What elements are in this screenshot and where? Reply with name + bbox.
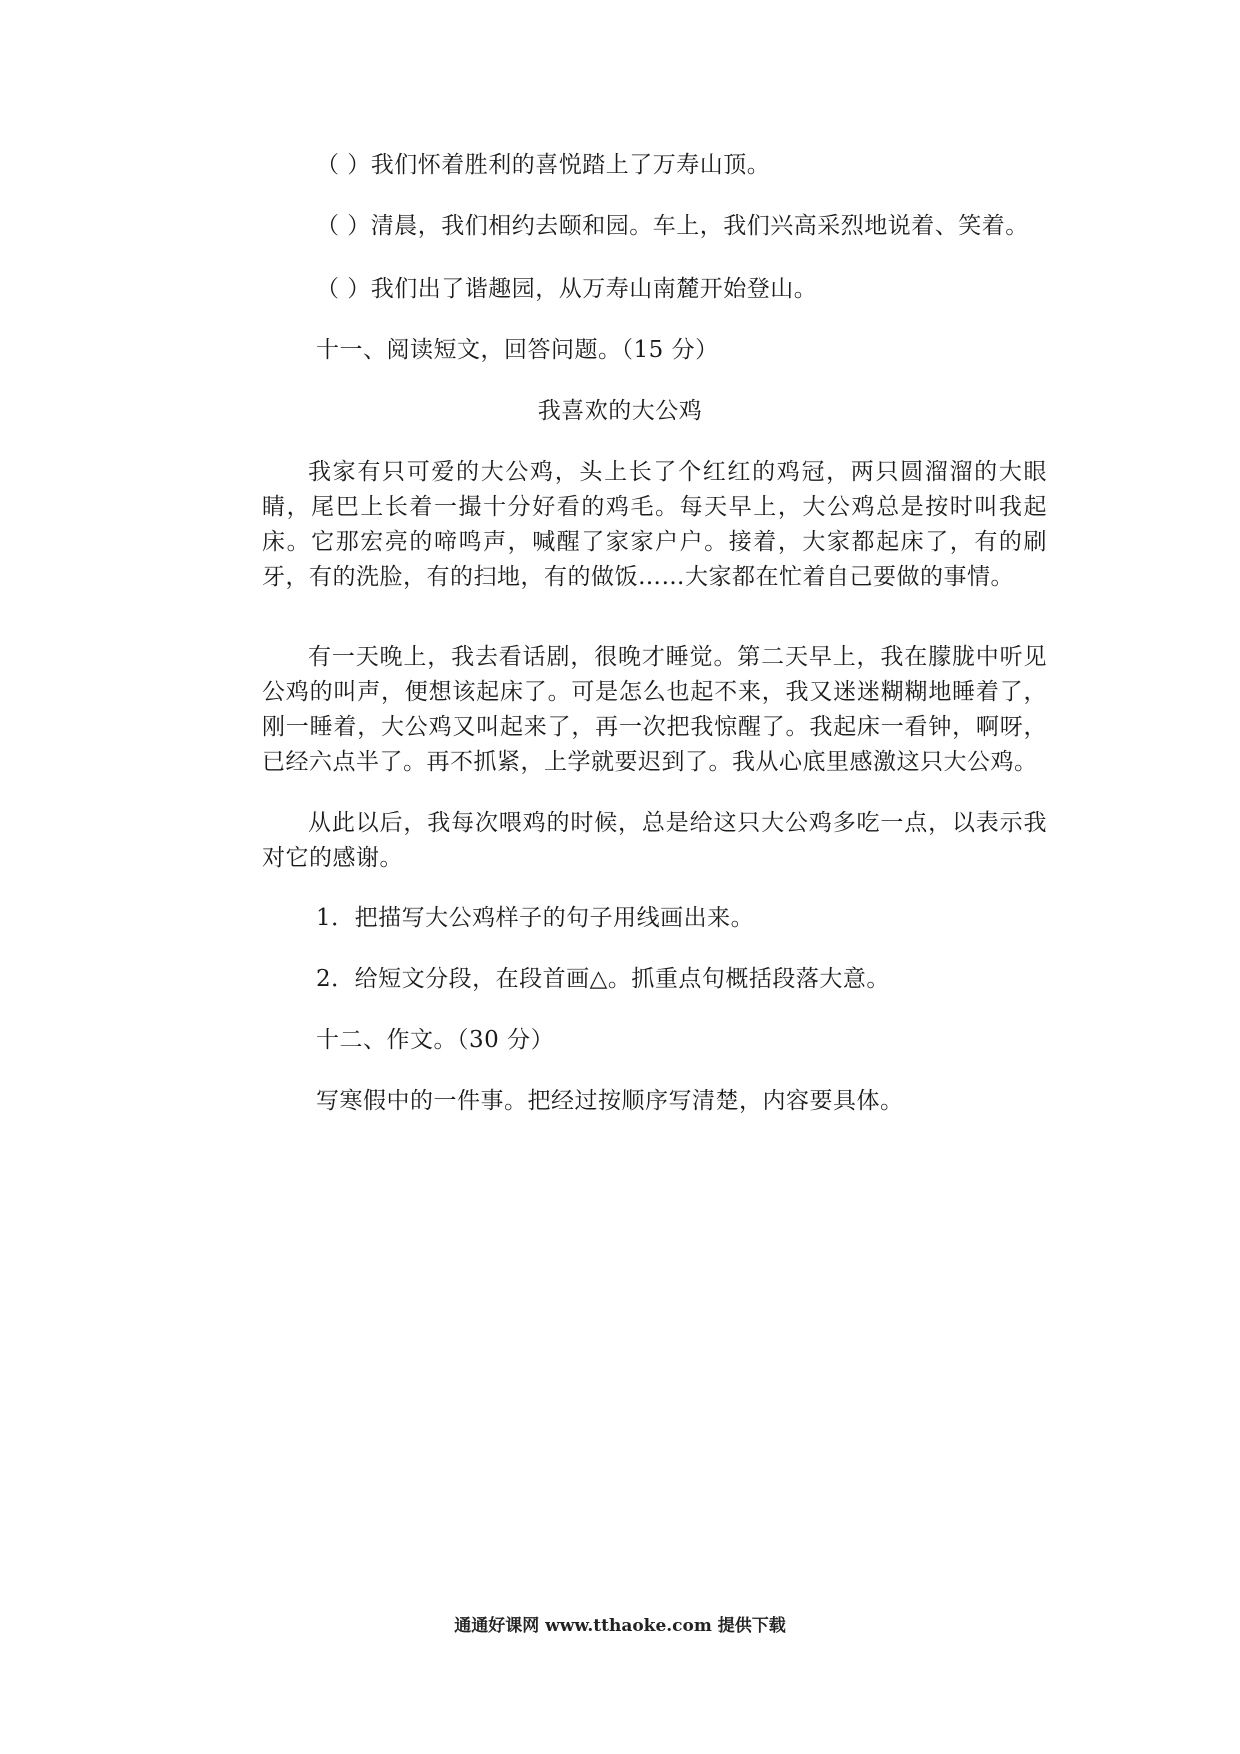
article-title: 我喜欢的大公鸡 [537,398,703,424]
question-1: 1．把描写大公鸡样子的句子用线画出来。 [316,905,755,931]
order-item-3: （ ）我们出了谐趣园，从万寿山南麓开始登山。 [316,276,818,302]
article-paragraph-2: 有一天晚上，我去看话剧，很晚才睡觉。第二天早上，我在朦胧中听见公鸡的叫声，便想该起床了。可是怎么也起不来，我又迷迷糊糊地睡着了，刚一睡着，大公鸡又叫起来了，再一次把我惊醒了。我起床一看钟，啊呀，已经六点半了。再不抓紧，上学就要迟到了。我从心底里感激这只大公鸡。 [262,644,1047,775]
question-2: 2．给短文分段，在段首画△。抓重点句概括段落大意。 [316,966,890,992]
order-item-2: （ ）清晨，我们相约去颐和园。车上，我们兴高采烈地说着、笑着。 [316,213,1029,239]
order-item-1: （ ）我们怀着胜利的喜悦踏上了万寿山顶。 [316,152,771,178]
article-paragraph-1: 我家有只可爱的大公鸡，头上长了个红红的鸡冠，两只圆溜溜的大眼睛，尾巴上长着一撮十分好看的鸡毛。每天早上，大公鸡总是按时叫我起床。它那宏亮的啼鸣声，喊醒了家家户户。接着，大家都起床了，有的刷牙，有的洗脸，有的扫地，有的做饭……大家都在忙着自己要做的事情。 [262,459,1047,590]
footer-credit: 通通好课网 www.tthaoke.com 提供下载 [454,1616,786,1636]
section-11-heading: 十一、阅读短文，回答问题。（15 分） [316,337,719,363]
article-paragraph-3: 从此以后，我每次喂鸡的时候，总是给这只大公鸡多吃一点，以表示我对它的感谢。 [262,810,1047,871]
section-12-heading: 十二、作文。（30 分） [316,1027,555,1053]
essay-prompt: 写寒假中的一件事。把经过按顺序写清楚，内容要具体。 [316,1088,904,1114]
